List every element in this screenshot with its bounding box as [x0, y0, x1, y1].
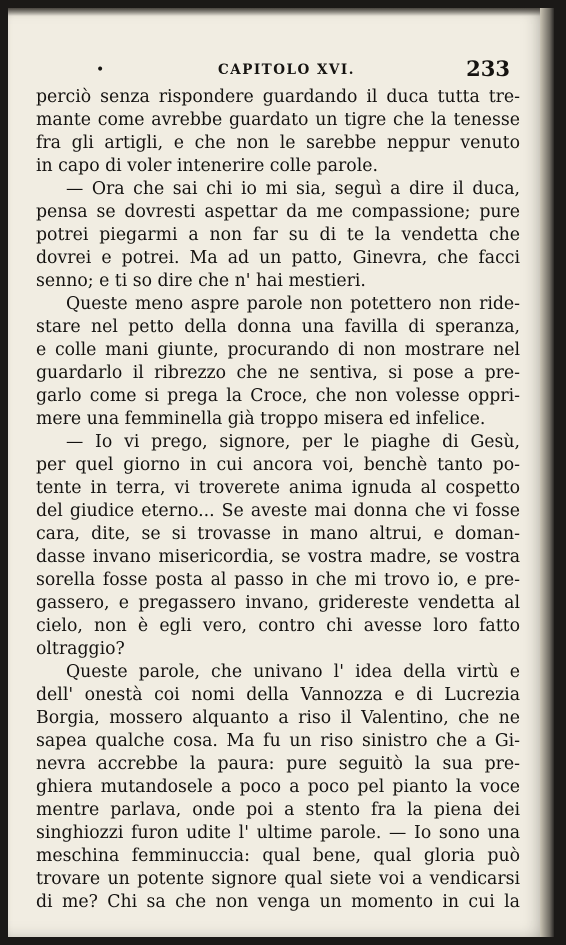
text-line: mere una femminella già troppo misera ed infelice.	[36, 409, 486, 429]
text-line: senno; e ti so dire che n' hai mestieri.	[36, 271, 366, 291]
text-line: — Ora che sai chi io mi sia, seguì a dire il duca,	[66, 179, 520, 199]
text-line: Queste parole, che univano l' idea della virtù e	[66, 662, 520, 682]
text-line: cielo, non è egli vero, contro chi avesse loro fatto	[36, 616, 520, 636]
page-top-shadow	[8, 8, 554, 16]
text-line: perciò senza rispondere guardando il duca tutta tre-	[36, 87, 520, 107]
text-line: cara, dite, se si trovasse in mano altrui, e doman-	[36, 524, 520, 544]
text-line: mentre parlava, onde poi a stento fra la piena dei	[36, 800, 520, 820]
text-line: tente in terra, vi troverete anima ignuda al cospetto	[36, 478, 520, 498]
text-line: meschina femminuccia: qual bene, qual gloria può	[36, 846, 520, 866]
text-line: sapea qualche cosa. Ma fu un riso sinistro che a Gi-	[36, 731, 520, 751]
text-line: pensa se dovresti aspettar da me compassione; pure	[36, 202, 520, 222]
text-line: Borgia, mossero alquanto a riso il Valentino, che ne	[36, 708, 520, 728]
text-line: Queste meno aspre parole non potettero non ride-	[66, 294, 520, 314]
text-line: e colle mani giunte, procurando di non mostrare nel	[36, 340, 520, 360]
book-page	[8, 8, 554, 937]
text-line: oltraggio?	[36, 639, 125, 659]
text-line: in capo di voler intenerire colle parole.	[36, 156, 378, 176]
text-line: ghiera mutandosele a poco a poco pel pianto la voce	[36, 777, 520, 797]
text-line: mante come avrebbe guardato un tigre che la tenesse	[36, 110, 520, 130]
text-line: guardarlo il ribrezzo che ne sentiva, si pose a pre-	[36, 363, 520, 383]
text-line: dasse invano misericordia, se vostra madre, se vostra	[36, 547, 520, 567]
body-text	[36, 86, 520, 914]
text-line: gassero, e pregassero invano, gridereste vendetta al	[36, 593, 520, 613]
text-line: potrei piegarmi a non far su di te la vendetta che	[36, 225, 520, 245]
text-line: dell' onestà coi nomi della Vannozza e di Lucrezia	[36, 685, 520, 705]
text-line: dovrei e potrei. Ma ad un patto, Ginevra, che facci	[36, 248, 520, 268]
text-line: nevra accrebbe la paura: pure seguitò la sua pre-	[36, 754, 520, 774]
page-number: 233	[466, 56, 510, 81]
chapter-title: CAPITOLO XVI.	[218, 62, 355, 78]
book-spine-shadow	[540, 8, 554, 937]
text-line: di me? Chi sa che non venga un momento in cui la	[36, 892, 520, 912]
text-line: garlo come si prega la Croce, che non volesse oppri-	[36, 386, 520, 406]
text-line: — Io vi prego, signore, per le piaghe di Gesù,	[66, 432, 520, 452]
text-line: stare nel petto della donna una favilla di speranza,	[36, 317, 520, 337]
text-line: sorella fosse posta al passo in che mi trovo io, e pre-	[36, 570, 520, 590]
text-line: singhiozzi furon udite l' ultime parole. — Io sono una	[36, 823, 520, 843]
text-line: del giudice eterno... Se aveste mai donna che vi fosse	[36, 501, 520, 521]
header-ornament: •	[96, 62, 105, 78]
text-line: trovare un potente signore qual siete voi a vendicarsi	[36, 869, 520, 889]
text-line: fra gli artigli, e che non le sarebbe neppur venuto	[36, 133, 520, 153]
running-head	[78, 56, 510, 81]
text-line: per quel giorno in cui ancora voi, benchè tanto po-	[36, 455, 520, 475]
